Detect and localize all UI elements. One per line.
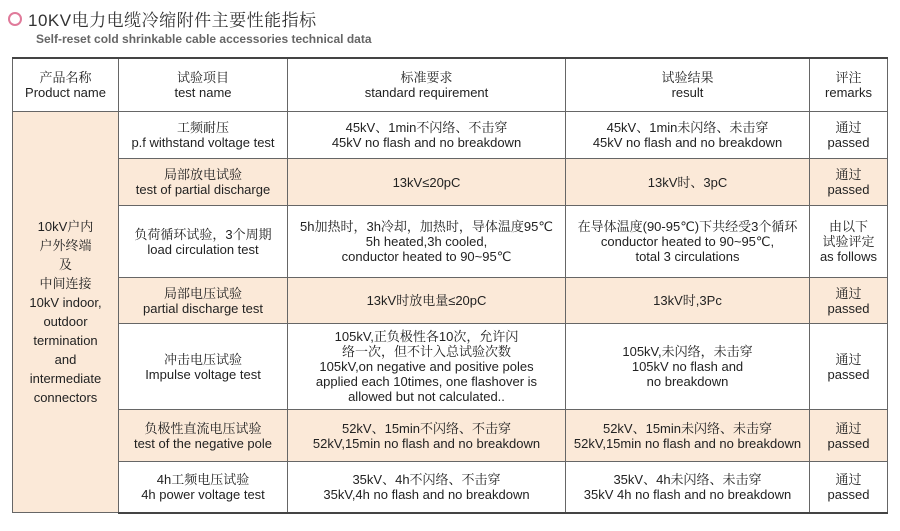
column-header-test: 试验项目 test name — [119, 58, 288, 112]
remarks-cell: 通过 passed — [810, 159, 888, 206]
result-cell: 35kV、4h未闪络、未击穿 35kV 4h no flash and no breakdown — [566, 462, 810, 513]
remarks-cell: 由以下 试验评定 as follows — [810, 206, 888, 278]
test-name-cell: 工频耐压 p.f withstand voltage test — [119, 112, 288, 159]
column-header-remarks: 评注 remarks — [810, 58, 888, 112]
column-header-product: 产品名称 Product name — [13, 58, 119, 112]
remarks-cell: 通过 passed — [810, 324, 888, 410]
test-name-cell: 局部电压试验 partial discharge test — [119, 278, 288, 324]
table-row — [13, 206, 888, 278]
result-cell: 在导体温度(90-95℃)下共经受3个循环 conductor heated to 90~95℃, total 3 circulations — [566, 206, 810, 278]
page-header — [8, 6, 372, 46]
technical-data-table — [12, 57, 888, 514]
remarks-cell: 通过 passed — [810, 462, 888, 513]
table-header-row — [13, 58, 888, 112]
test-name-cell: 负荷循环试验，3个周期 load circulation test — [119, 206, 288, 278]
requirement-cell: 5h加热时，3h冷却，加热时，导体温度95℃ 5h heated,3h cooled, conductor heated to 90~95℃ — [288, 206, 566, 278]
circle-bullet-icon — [8, 12, 22, 26]
table-row — [13, 462, 888, 513]
page-title-en: Self-reset cold shrinkable cable accessories technical data — [36, 32, 372, 46]
test-name-cell: 局部放电试验 test of partial discharge — [119, 159, 288, 206]
requirement-cell: 52kV、15min不闪络、不击穿 52kV,15min no flash and no breakdown — [288, 410, 566, 462]
product-name-cell: 10kV户内 户外终端 及 中间连接 10kV indoor, outdoor termination and intermediate connectors — [13, 112, 119, 513]
table-row — [13, 324, 888, 410]
test-name-cell: 冲击电压试验 Impulse voltage test — [119, 324, 288, 410]
requirement-cell: 13kV≤20pC — [288, 159, 566, 206]
test-name-cell: 负极性直流电压试验 test of the negative pole — [119, 410, 288, 462]
result-cell: 13kV时,3Pc — [566, 278, 810, 324]
result-cell: 45kV、1min未闪络、未击穿 45kV no flash and no breakdown — [566, 112, 810, 159]
remarks-cell: 通过 passed — [810, 112, 888, 159]
result-cell: 13kV时、3pC — [566, 159, 810, 206]
requirement-cell: 45kV、1min不闪络、不击穿 45kV no flash and no breakdown — [288, 112, 566, 159]
table-row — [13, 278, 888, 324]
column-header-result: 试验结果 result — [566, 58, 810, 112]
table-row — [13, 410, 888, 462]
table-row — [13, 159, 888, 206]
test-name-cell: 4h工频电压试验 4h power voltage test — [119, 462, 288, 513]
result-cell: 52kV、15min未闪络、未击穿 52kV,15min no flash and no breakdown — [566, 410, 810, 462]
requirement-cell: 105kV,正负极性各10次，允许闪 络一次，但不计入总试验次数 105kV,on negative and positive poles applied each 10times, one flashover is allowed but not calculated.. — [288, 324, 566, 410]
remarks-cell: 通过 passed — [810, 278, 888, 324]
requirement-cell: 13kV时放电量≤20pC — [288, 278, 566, 324]
table-row — [13, 112, 888, 159]
requirement-cell: 35kV、4h不闪络、不击穿 35kV,4h no flash and no breakdown — [288, 462, 566, 513]
column-header-requirement: 标准要求 standard requirement — [288, 58, 566, 112]
result-cell: 105kV,未闪络，未击穿 105kV no flash and no breakdown — [566, 324, 810, 410]
remarks-cell: 通过 passed — [810, 410, 888, 462]
title-row — [8, 6, 372, 31]
page-title-cn: 10KV电力电缆冷缩附件主要性能指标 — [28, 11, 317, 30]
